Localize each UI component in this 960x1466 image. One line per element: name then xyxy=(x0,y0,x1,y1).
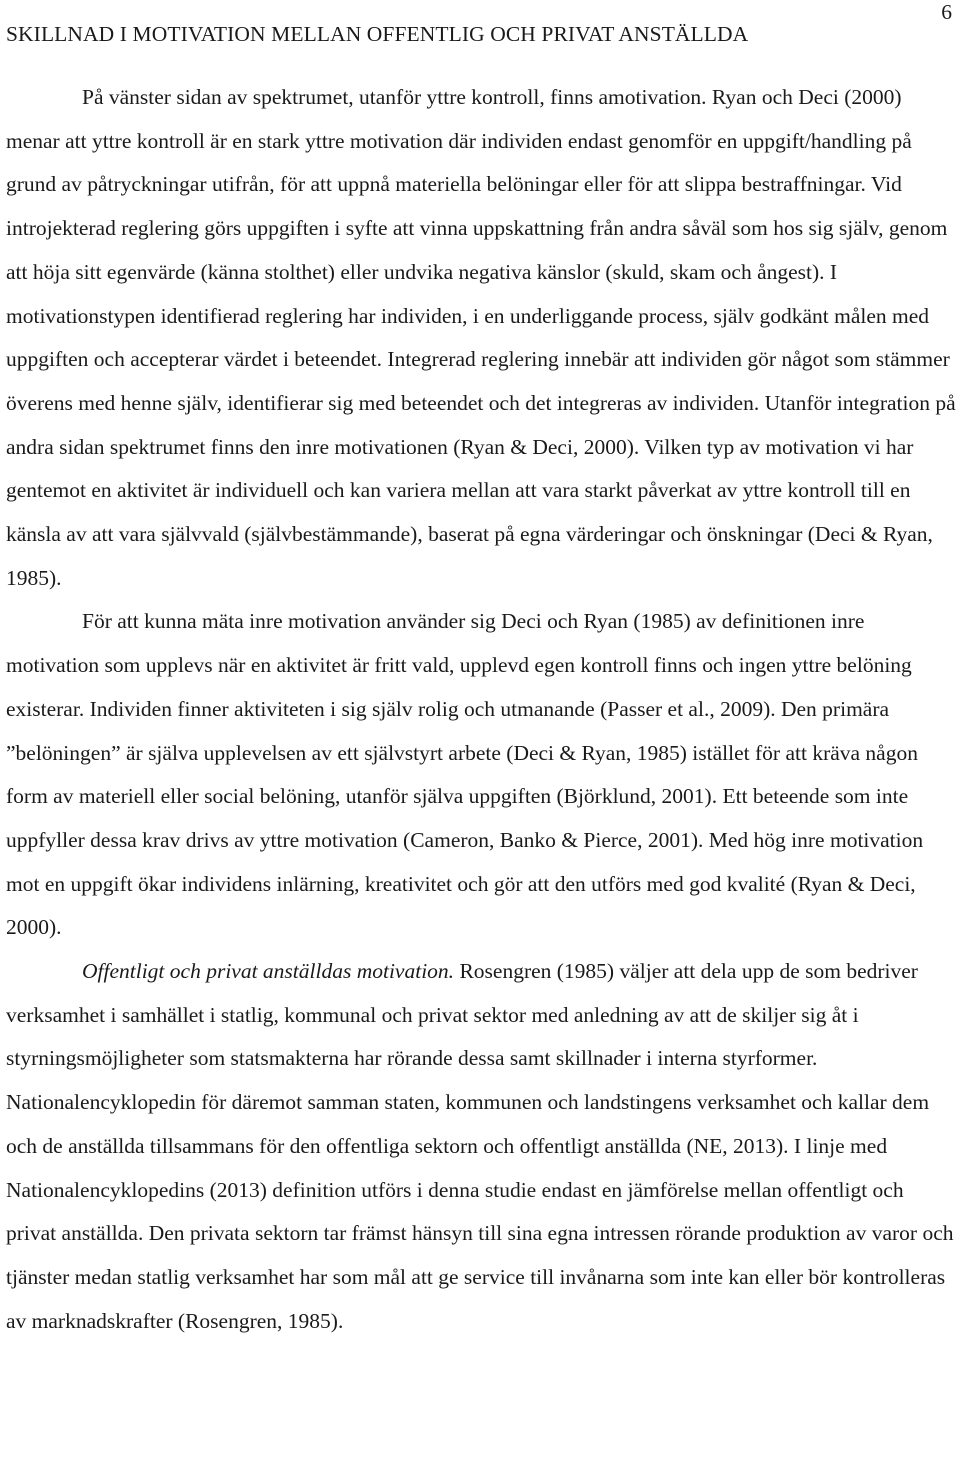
paragraph-amotivation: På vänster sidan av spektrumet, utanför yttre kontroll, finns amotivation. Ryan och Deci (2000) menar att yttre kontroll är en stark yttre motivation där individen endast genomför en uppgift/handling på grund av påtryckningar utifrån, för att uppnå materiella belöningar eller för att slippa bestraffningar. Vid introjekterad reglering görs uppgiften i syfte att vinna uppskattning från andra såväl som hos sig själv, genom att höja sitt egenvärde (känna stolthet) eller undvika negativa känslor (skuld, skam och ångest). I motivationstypen identifierad reglering har individen, i en underliggande process, själv godkänt målen med uppgiften och accepterar värdet i beteendet. Integrerad reglering innebär att individen gör något som stämmer överens med henne själv, identifierar sig med beteendet och det integreras av individen. Utanför integration på andra sidan spektrumet finns den inre motivationen (Ryan & Deci, 2000). Vilken typ av motivation vi har gentemot en aktivitet är individuell och kan variera mellan att vara starkt påverkat av yttre kontroll till en känsla av att vara självvald (självbestämmande), baserat på egna värderingar och önskningar (Deci & Ryan, 1985). xyxy=(6,85,956,590)
paragraph-text: Rosengren (1985) väljer att dela upp de som bedriver verksamhet i samhället i statlig, kommunal och privat sektor med anledning av att de skiljer sig åt i styrningsmöjligheter som statsmakterna har rörande dessa samt skillnader i interna styrformer. Nationalencyklopedin för däremot samman staten, kommunen och landstingens verksamhet och kallar dem och de anställda tillsammans för den offentliga sektorn och offentligt anställda (NE, 2013). I linje med Nationalencyklopedins (2013) definition utförs i denna studie endast en jämförelse mellan offentligt och privat anställda. Den privata sektorn tar främst hänsyn till sina egna intressen rörande produktion av varor och tjänster medan statlig verksamhet har som mål att ge service till invånarna som inte kan eller bör kontrolleras av marknadskrafter (Rosengren, 1985). xyxy=(6,959,954,1333)
running-header: SKILLNAD I MOTIVATION MELLAN OFFENTLIG OCH PRIVAT ANSTÄLLDA xyxy=(6,22,749,46)
paragraph-public-private xyxy=(6,950,956,1343)
paragraph-intrinsic-motivation: För att kunna mäta inre motivation använder sig Deci och Ryan (1985) av definitionen inre motivation som upplevs när en aktivitet är fritt vald, upplevd egen kontroll finns och ingen yttre belöning existerar. Individen finner aktiviteten i sig själv rolig och utmanande (Passer et al., 2009). Den primära ”belöningen” är själva upplevelsen av ett självstyrt arbete (Deci & Ryan, 1985) istället för att kräva någon form av materiell eller social belöning, utanför själva uppgiften (Björklund, 2001). Ett beteende som inte uppfyller dessa krav drivs av yttre motivation (Cameron, Banko & Pierce, 2001). Med hög inre motivation mot en uppgift ökar individens inlärning, kreativitet och gör att den utförs med god kvalité (Ryan & Deci, 2000). xyxy=(6,609,924,940)
document-body xyxy=(6,76,956,1343)
page-number: 6 xyxy=(941,0,952,24)
section-heading: Offentligt och privat anställdas motivation. xyxy=(82,959,455,984)
